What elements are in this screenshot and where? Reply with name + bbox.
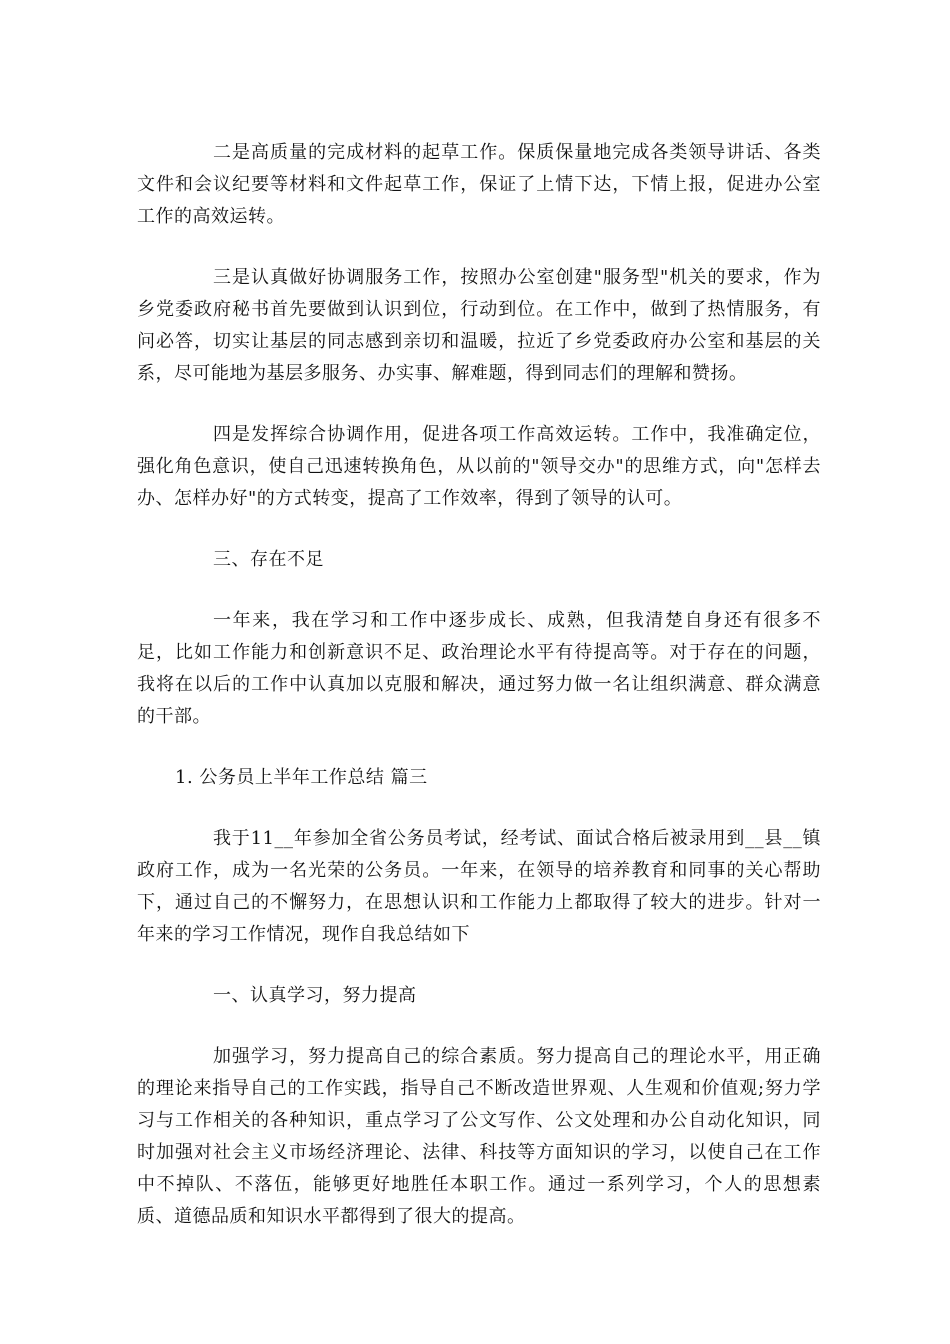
paragraph-study: 加强学习，努力提高自己的综合素质。努力提高自己的理论水平，用正确的理论来指导自己的工作实践，指导自己不断改造世界观、人生观和价值观;努力学习与工作相关的各种知识，重点学习了公文写作、公文处理和办公自动化知识，同时加强对社会主义市场经济理论、法律、科技等方面知识的学习，以使自己在工作中不掉队、不落伍，能够更好地胜任本职工作。通过一系列学习，个人的思想素质、道德品质和知识水平都得到了很大的提高。 [137,1046,821,1227]
document-body [137,137,821,1262]
section-heading-study: 一、认真学习，努力提高 [213,985,417,1006]
paragraph-shortcomings: 一年来，我在学习和工作中逐步成长、成熟，但我清楚自身还有很多不足，比如工作能力和创新意识不足、政治理论水平有待提高等。对于存在的问题，我将在以后的工作中认真加以克服和解决，通过努力做一名让组织满意、群众满意的干部。 [137,610,821,727]
article-title-part-three: 1. 公务员上半年工作总结 篇三 [175,767,428,788]
paragraph-coordination-service: 三是认真做好协调服务工作，按照办公室创建"服务型"机关的要求，作为乡党委政府秘书首先要做到认识到位，行动到位。在工作中，做到了热情服务，有问必答，切实让基层的同志感到亲切和温暖，拉近了乡党委政府办公室和基层的关系，尽可能地为基层多服务、办实事、解难题，得到同志们的理解和赞扬。 [137,267,821,384]
paragraph-office-drafting: 二是高质量的完成材料的起草工作。保质保量地完成各类领导讲话、各类文件和会议纪要等材料和文件起草工作，保证了上情下达，下情上报，促进办公室工作的高效运转。 [137,142,821,227]
paragraph-comprehensive-coordination: 四是发挥综合协调作用，促进各项工作高效运转。工作中，我准确定位，强化角色意识，使自己迅速转换角色，从以前的"领导交办"的思维方式，向"怎样去办、怎样办好"的方式转变，提高了工作效率，得到了领导的认可。 [137,424,821,509]
section-heading-shortcomings: 三、存在不足 [213,549,324,570]
paragraph-introduction: 我于11__年参加全省公务员考试，经考试、面试合格后被录用到__县__镇政府工作，成为一名光荣的公务员。一年来，在领导的培养教育和同事的关心帮助下，通过自己的不懈努力，在思想认识和工作能力上都取得了较大的进步。针对一年来的学习工作情况，现作自我总结如下 [137,828,821,945]
